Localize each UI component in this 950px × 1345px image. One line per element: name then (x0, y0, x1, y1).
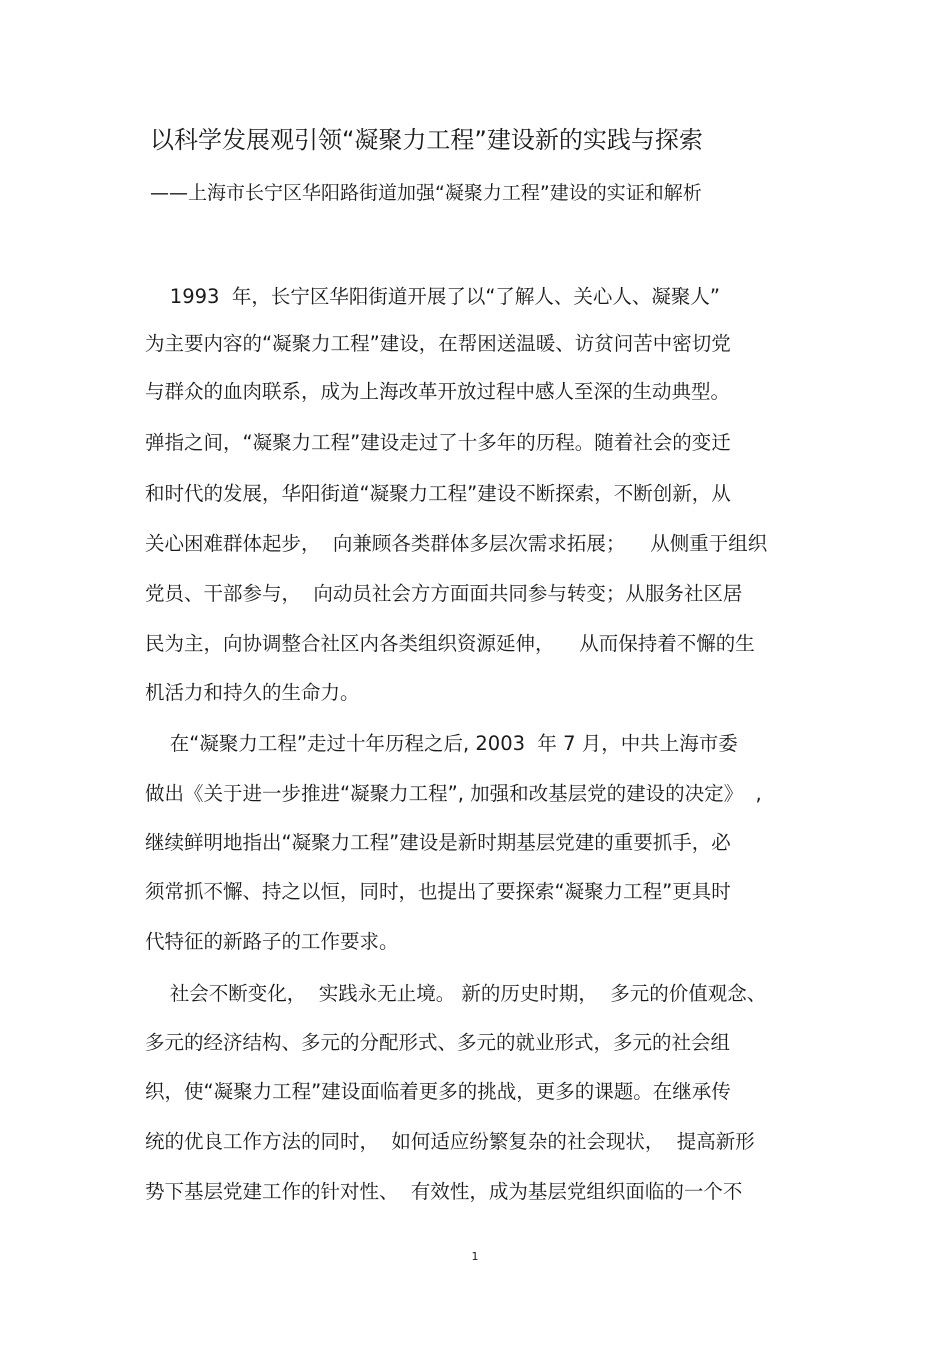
text-line: 1993 年，长宁区华阳街道开展了以“了解人、关心人、凝聚人” (145, 285, 721, 308)
text-line: 统的优良工作方法的同时， 如何适应纷繁复杂的社会现状， 提高新形 (145, 1130, 755, 1153)
text-line: 织，使“凝聚力工程”建设面临着更多的挑战，更多的课题。在继承传 (145, 1080, 731, 1103)
text-line: 继续鲜明地指出“凝聚力工程”建设是新时期基层党建的重要抓手，必 (145, 831, 731, 854)
text-line: 与群众的血肉联系，成为上海改革开放过程中感人至深的生动典型。 (145, 380, 731, 403)
text-line: 在“凝聚力工程”走过十年历程之后, 2003 年 7 月，中共上海市委 (145, 732, 738, 755)
document-subtitle: ——上海市长宁区华阳路街道加强“凝聚力工程”建设的实证和解析 (150, 182, 702, 204)
text-line: 代特征的新路子的工作要求。 (145, 930, 399, 953)
text-line: 弹指之间，“凝聚力工程”建设走过了十多年的历程。随着社会的变迁 (145, 431, 731, 454)
text-line: 关心困难群体起步， 向兼顾各类群体多层次需求拓展； 从侧重于组织 (145, 532, 768, 555)
text-line: 须常抓不懈、持之以恒，同时，也提出了要探索“凝聚力工程”更具时 (145, 880, 731, 903)
text-line: 为主要内容的“凝聚力工程”建设，在帮困送温暖、访贫问苦中密切党 (145, 332, 731, 355)
text-line: 和时代的发展，华阳街道“凝聚力工程”建设不断探索，不断创新，从 (145, 482, 731, 505)
text-line: 势下基层党建工作的针对性、 有效性，成为基层党组织面临的一个不 (145, 1180, 743, 1203)
text-line: 党员、干部参与， 向动员社会方方面面共同参与转变；从服务社区居 (145, 582, 743, 605)
text-line: 做出《关于进一步推进“凝聚力工程”, 加强和改基层党的建设的决定》 , (145, 782, 762, 805)
document-title: 以科学发展观引领“凝聚力工程”建设新的实践与探索 (150, 126, 703, 154)
text-line: 多元的经济结构、多元的分配形式、多元的就业形式，多元的社会组 (145, 1031, 731, 1054)
page-number: 1 (471, 1250, 479, 1263)
text-line: 机活力和持久的生命力。 (145, 681, 360, 704)
text-line: 民为主，向协调整合社区内各类组织资源延伸， 从而保持着不懈的生 (145, 632, 755, 655)
text-line: 社会不断变化， 实践永无止境。 新的历史时期， 多元的价值观念、 (145, 982, 767, 1005)
